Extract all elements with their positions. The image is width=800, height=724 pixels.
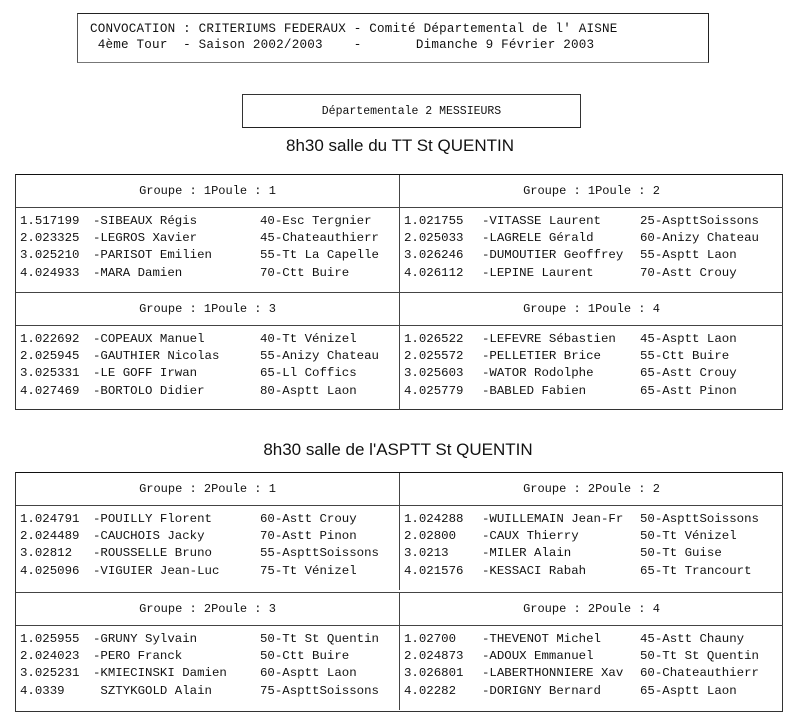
player-name: -KESSACI Rabah [482,563,587,578]
player-licence: 1.517199 [20,214,80,228]
player-licence: 1.024791 [20,512,80,526]
poule-label: Poule : 1 [211,482,276,496]
player-row [20,528,399,545]
player-row [404,348,783,365]
player-club: 45-Asptt Laon [640,332,737,346]
player-name: -GAUTHIER Nicolas [93,349,220,364]
pool-card [16,473,399,590]
player-name: -BORTOLO Didier [93,383,205,398]
groupe-label: Groupe : 1 [523,184,596,198]
player-licence: 4.021576 [404,563,464,578]
player-licence: 4.025779 [404,383,464,398]
groupe-label: Groupe : 2 [139,482,212,496]
player-club: 65-Astt Pinon [640,383,737,398]
player-club: 70-Astt Crouy [640,265,737,280]
player-licence: 3.02812 [20,546,73,561]
player-licence: 3.025603 [404,366,464,381]
pool-header [400,293,783,326]
player-name: -CAUCHOIS Jacky [93,529,205,544]
poule-label: Poule : 1 [211,184,276,198]
player-row [20,247,399,264]
player-row [404,265,783,282]
player-name: -CAUX Thierry [482,529,579,544]
header-title: CONVOCATION : CRITERIUMS FEDERAUX - Comité Départemental de l' AISNE [90,22,618,36]
player-name: -COPEAUX Manuel [93,332,205,346]
player-row [404,545,783,562]
player-licence: 1.024288 [404,512,464,526]
player-name: -KMIECINSKI Damien [93,666,227,681]
groupe-label: Groupe : 1 [139,302,212,316]
convocation-header [77,13,709,63]
player-row [404,511,783,528]
player-club: 50-Ctt Buire [260,649,350,664]
player-club: 80-Asptt Laon [260,383,357,398]
player-club: 65-Ll Coffics [260,366,357,381]
groupe-label: Groupe : 2 [523,602,596,616]
player-licence: 1.026522 [404,332,464,346]
groupe-label: Groupe : 2 [139,602,212,616]
player-row [404,631,783,648]
player-name: -DUMOUTIER Geoffrey [482,248,624,263]
player-licence: 4.0339 [20,683,65,698]
player-row [20,213,399,230]
player-name: -PELLETIER Brice [482,349,601,364]
player-licence: 2.02800 [404,529,457,544]
player-club: 60-Astt Crouy [260,512,357,526]
player-club: 55-Anizy Chateau [260,349,379,364]
pool-card [16,175,399,292]
poule-label: Poule : 2 [595,184,660,198]
player-list [404,331,783,400]
player-licence: 1.021755 [404,214,464,228]
player-club: 60-Asptt Laon [260,666,357,681]
player-club: 60-Anizy Chateau [640,231,759,246]
player-licence: 2.024023 [20,649,80,664]
player-name: -PERO Franck [93,649,183,664]
player-row [20,511,399,528]
player-row [20,631,399,648]
player-row [20,348,399,365]
player-club: 40-Tt Vénizel [260,332,357,346]
player-licence: 3.026246 [404,248,464,263]
player-licence: 2.025572 [404,349,464,364]
pool-card [399,292,783,410]
player-row [404,528,783,545]
player-club: 65-Astt Crouy [640,366,737,381]
player-licence: 4.025096 [20,563,80,578]
player-club: 55-Ctt Buire [640,349,730,364]
player-licence: 4.027469 [20,383,80,398]
player-name: -LAGRELE Gérald [482,231,594,246]
player-club: 65-Tt Trancourt [640,563,752,578]
player-row [20,665,399,682]
poule-label: Poule : 3 [211,302,276,316]
poule-label: Poule : 4 [595,302,660,316]
player-row [20,365,399,382]
pool-header [16,293,399,326]
player-club: 50-Tt St Quentin [260,632,379,646]
player-row [404,563,783,580]
player-list [404,631,783,700]
player-club: 40-Esc Tergnier [260,214,372,228]
player-name: -PARISOT Emilien [93,248,212,263]
player-name: -MILER Alain [482,546,572,561]
player-row [404,383,783,400]
player-licence: 2.023325 [20,231,80,246]
player-licence: 3.025231 [20,666,80,681]
pool-card [16,292,399,410]
player-club: 65-Asptt Laon [640,683,737,698]
player-licence: 4.02282 [404,683,457,698]
player-licence: 1.022692 [20,332,80,346]
venue-pools-table [15,472,783,712]
player-name: -ROUSSELLE Bruno [93,546,212,561]
player-club: 75-AspttSoissons [260,683,379,698]
player-row [404,648,783,665]
player-name: -THEVENOT Michel [482,632,601,646]
player-club: 25-AspttSoissons [640,214,759,228]
player-list [20,631,399,700]
player-licence: 3.025331 [20,366,80,381]
player-list [404,511,783,580]
player-licence: 1.025955 [20,632,80,646]
player-row [20,383,399,400]
player-club: 70-Ctt Buire [260,265,350,280]
player-row [404,247,783,264]
player-licence: 2.025945 [20,349,80,364]
player-name: -LEGROS Xavier [93,231,198,246]
groupe-label: Groupe : 1 [139,184,212,198]
player-licence: 3.026801 [404,666,464,681]
player-list [20,511,399,580]
player-name: -GRUNY Sylvain [93,632,198,646]
player-name: -WUILLEMAIN Jean-Fr [482,512,624,526]
player-name: -BABLED Fabien [482,383,587,398]
player-licence: 2.024873 [404,649,464,664]
pool-card [16,592,399,710]
groupe-label: Groupe : 2 [523,482,596,496]
pool-header [16,593,399,626]
pool-header [400,473,783,506]
pool-card [399,473,783,590]
pool-card [399,592,783,710]
player-club: 55-Tt La Capelle [260,248,379,263]
venue-title: 8h30 salle de l'ASPTT St QUENTIN [263,440,533,459]
player-name: -WATOR Rodolphe [482,366,594,381]
groupe-label: Groupe : 1 [523,302,596,316]
player-row [20,230,399,247]
player-row [404,683,783,700]
player-name: -SIBEAUX Régis [93,214,198,228]
player-row [20,331,399,348]
player-club: 75-Tt Vénizel [260,563,357,578]
player-club: 45-Chateauthierr [260,231,379,246]
player-name: -LABERTHONNIERE Xav [482,666,624,681]
player-club: 50-Tt Guise [640,546,722,561]
player-club: 55-Asptt Laon [640,248,737,263]
player-licence: 2.024489 [20,529,80,544]
player-row [20,545,399,562]
player-row [20,563,399,580]
player-club: 45-Astt Chauny [640,632,745,646]
venue-title: 8h30 salle du TT St QUENTIN [285,136,515,155]
pool-header [400,593,783,626]
pool-card [399,175,783,292]
poule-label: Poule : 3 [211,602,276,616]
player-name: -POUILLY Florent [93,512,212,526]
player-club: 50-Tt St Quentin [640,649,759,664]
player-list [20,331,399,400]
player-row [20,648,399,665]
player-club: 60-Chateauthierr [640,666,759,681]
player-list [20,213,399,282]
player-row [404,230,783,247]
pool-header [16,175,399,208]
poule-label: Poule : 2 [595,482,660,496]
player-licence: 1.02700 [404,632,457,646]
player-name: -ADOUX Emmanuel [482,649,594,664]
player-name: -LEPINE Laurent [482,265,594,280]
player-name: -MARA Damien [93,265,183,280]
player-row [20,683,399,700]
player-list [404,213,783,282]
player-club: 70-Astt Pinon [260,529,357,544]
player-name: SZTYKGOLD Alain [93,683,212,698]
player-row [20,265,399,282]
player-row [404,331,783,348]
player-row [404,665,783,682]
division-title: Départementale 2 MESSIEURS [242,94,581,128]
player-licence: 3.0213 [404,546,449,561]
player-name: -LEFEVRE Sébastien [482,332,616,346]
header-round-date: 4ème Tour - Saison 2002/2003 - Dimanche 9 Février 2003 [90,38,595,52]
pool-header [400,175,783,208]
player-club: 55-AspttSoissons [260,546,379,561]
player-club: 50-Tt Vénizel [640,529,737,544]
poule-label: Poule : 4 [595,602,660,616]
pool-header [16,473,399,506]
player-name: -DORIGNY Bernard [482,683,601,698]
player-licence: 4.024933 [20,265,80,280]
player-name: -VITASSE Laurent [482,214,601,228]
player-row [404,213,783,230]
player-row [404,365,783,382]
player-licence: 4.026112 [404,265,464,280]
player-name: -LE GOFF Irwan [93,366,198,381]
player-licence: 2.025033 [404,231,464,246]
player-club: 50-AspttSoissons [640,512,759,526]
player-licence: 3.025210 [20,248,80,263]
player-name: -VIGUIER Jean-Luc [93,563,220,578]
venue-pools-table [15,174,783,410]
